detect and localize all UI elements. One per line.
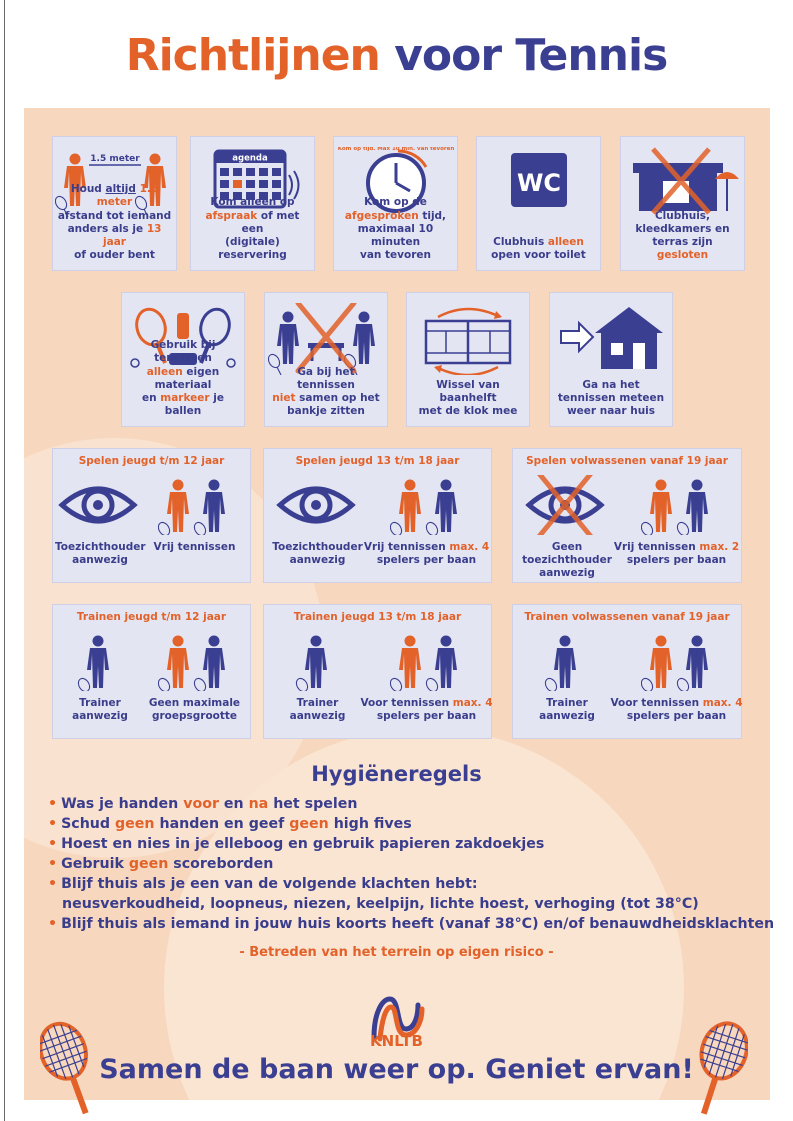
caption-text: Trainer — [546, 697, 588, 709]
card-caption — [195, 196, 310, 262]
trainer-icon — [513, 631, 617, 691]
hygiene-text: Blijf thuis als iemand in jouw huis koorts heeft (vanaf 38°C) en/of benauwdheidsklachten — [61, 916, 775, 932]
caption-line — [338, 223, 453, 249]
wc-icon — [477, 147, 600, 219]
hygiene-text: het spelen — [268, 796, 358, 812]
caption-text: bankje zitten — [287, 404, 365, 417]
caption-line — [338, 210, 453, 223]
hygiene-item — [48, 794, 768, 814]
caption-text: Clubhuis, — [654, 209, 711, 222]
card-heading: Trainen volwassenen vanaf 19 jaar — [524, 611, 730, 623]
caption-line — [338, 196, 453, 209]
hygiene-item — [48, 874, 768, 894]
caption-text: max. 2 — [699, 541, 740, 553]
supervision-eye-icon — [53, 475, 143, 535]
caption-line — [610, 554, 743, 567]
supervision-eye-icon — [264, 475, 367, 535]
caption-text: terras zijn — [652, 235, 713, 248]
left-caption — [266, 697, 369, 723]
hygiene-text: geen — [115, 816, 155, 832]
caption-line — [195, 210, 310, 236]
racket-left-icon — [40, 1020, 100, 1120]
caption-line — [137, 710, 252, 723]
hygiene-item — [48, 814, 768, 834]
caption-text: Geen maximale — [148, 697, 241, 709]
caption-line — [126, 339, 240, 365]
caption-text: afgesproken — [344, 209, 419, 222]
guideline-card — [121, 292, 245, 427]
caption-line — [360, 710, 493, 723]
caption-line — [338, 249, 453, 262]
left-caption — [55, 541, 145, 567]
caption-line — [55, 541, 145, 554]
caption-text: Vrij tennissen — [363, 541, 450, 553]
caption-line — [515, 567, 619, 580]
caption-line — [57, 210, 172, 223]
caption-text: max. 4 — [452, 697, 493, 709]
caption-line — [266, 710, 369, 723]
caption-line — [360, 554, 493, 567]
caption-line — [610, 697, 743, 710]
caption-text: Toezichthouder — [55, 541, 146, 553]
right-caption — [360, 697, 493, 723]
caption-text: eigen materiaal — [154, 365, 220, 391]
bullet: • — [48, 876, 58, 892]
caption-text: 1.5 meter — [96, 183, 159, 209]
supervision-eye-icon — [513, 475, 617, 535]
caption-line — [625, 236, 740, 262]
trainer-icon — [264, 631, 367, 691]
hygiene-text: high fives — [328, 816, 412, 832]
guideline-card — [52, 136, 177, 271]
card-caption — [269, 366, 383, 419]
caption-text: gesloten — [656, 248, 709, 261]
caption-text: je ballen — [164, 391, 224, 417]
caption-line — [126, 366, 240, 392]
no-bench-icon — [265, 303, 387, 375]
caption-line — [269, 405, 383, 418]
bullet: • — [48, 796, 58, 812]
hygiene-text: scoreborden — [168, 856, 274, 872]
caption-text: max. 4 — [702, 697, 743, 709]
caption-line — [515, 697, 619, 710]
caption-line — [137, 697, 252, 710]
caption-text: alleen — [146, 365, 183, 378]
players-icon — [143, 631, 252, 691]
play-card — [52, 448, 251, 583]
caption-line — [55, 710, 145, 723]
card-heading: Trainen jeugd t/m 12 jaar — [76, 611, 227, 623]
caption-text: spelers per baan — [376, 710, 477, 723]
guideline-card — [620, 136, 745, 271]
hygiene-list — [48, 794, 775, 934]
train-card — [512, 604, 742, 739]
knltb-logo-text: KNLTB — [370, 1032, 423, 1050]
caption-text: alleen — [547, 235, 584, 248]
risk-notice: - Betreden van het terrein op eigen risico - — [239, 945, 554, 960]
caption-text: van tevoren — [359, 248, 432, 261]
caption-text: maximaal 10 minuten — [357, 222, 434, 248]
bullet: • — [48, 916, 58, 932]
card-heading: Trainen jeugd 13 t/m 18 jaar — [293, 611, 462, 623]
right-caption — [137, 697, 252, 723]
caption-line — [610, 541, 743, 554]
left-caption — [55, 697, 145, 723]
right-caption — [360, 541, 493, 567]
svg-text:Kom op tijd. Max 10 min. van t: Kom op tijd. Max 10 min. van tevoren — [337, 147, 454, 152]
hygiene-text: geen — [128, 856, 169, 872]
guideline-card — [549, 292, 673, 427]
right-caption — [610, 541, 743, 567]
caption-text: tennissen meteen — [557, 391, 665, 404]
caption-text: Kom alleen op — [210, 196, 295, 209]
caption-text: altijd — [105, 183, 136, 196]
hygiene-text: Schud — [61, 816, 116, 832]
trainer-icon — [53, 631, 143, 691]
card-caption — [625, 210, 740, 263]
caption-text: Houd — [70, 183, 106, 196]
caption-text: aanwezig — [539, 710, 595, 723]
play-card — [512, 448, 742, 583]
racket-right-icon — [688, 1020, 748, 1120]
caption-line — [625, 223, 740, 236]
caption-text: Toezichthouder — [272, 541, 363, 553]
caption-text: aanwezig — [72, 710, 128, 723]
caption-text: spelers per baan — [626, 554, 727, 567]
caption-text: markeer — [160, 391, 210, 404]
train-card — [52, 604, 251, 739]
caption-line — [55, 554, 145, 567]
caption-line — [360, 697, 493, 710]
caption-line — [137, 541, 252, 554]
caption-text: en — [142, 391, 161, 404]
caption-text: weer naar huis — [566, 404, 656, 417]
caption-text: Wissel van baanhelft — [436, 378, 500, 404]
hygiene-text: voor — [183, 796, 219, 812]
train-card — [263, 604, 492, 739]
caption-line — [411, 379, 525, 405]
players-icon — [143, 475, 252, 535]
caption-text: Ga na het — [582, 378, 640, 391]
guideline-card — [333, 136, 458, 271]
clubhouse-closed-icon — [621, 147, 744, 219]
svg-text:WC: WC — [516, 169, 561, 197]
caption-text: tijd, — [418, 209, 447, 222]
bullet: • — [48, 856, 58, 872]
card-caption — [481, 236, 596, 262]
caption-text: samen op het — [295, 391, 380, 404]
caption-line — [269, 366, 383, 392]
hygiene-text: neusverkoudheid, loopneus, niezen, keelpijn, lichte hoest, verhoging (tot 38°C) — [62, 896, 699, 912]
bullet: • — [48, 836, 58, 852]
guideline-card — [264, 292, 388, 427]
caption-text: aanwezig — [72, 554, 128, 567]
caption-text: spelers per baan — [376, 554, 477, 567]
caption-line — [481, 236, 596, 249]
hygiene-text: handen en geef — [154, 816, 290, 832]
guideline-card — [476, 136, 601, 271]
caption-text: aanwezig — [289, 710, 346, 723]
players-icon — [617, 631, 744, 691]
caption-text: of met een — [241, 209, 300, 235]
caption-text: aanwezig — [539, 567, 595, 580]
caption-text: Kom op de — [364, 196, 427, 209]
caption-text: Voor tennissen — [360, 697, 453, 709]
hygiene-text: Hoest en nies in je elleboog en gebruik papieren zakdoekjes — [61, 836, 545, 852]
card-heading: Spelen volwassenen vanaf 19 jaar — [526, 455, 728, 467]
hygiene-title: Hygiëneregels — [311, 762, 482, 786]
caption-line — [126, 392, 240, 418]
slogan: Samen de baan weer op. Geniet ervan! — [99, 1054, 694, 1085]
left-caption — [515, 697, 619, 723]
right-caption — [137, 541, 252, 554]
caption-text: max. 4 — [449, 541, 490, 553]
caption-line — [554, 405, 668, 418]
guideline-card — [190, 136, 315, 271]
caption-line — [57, 223, 172, 249]
card-caption — [411, 379, 525, 418]
caption-line — [515, 710, 619, 723]
caption-text: Trainer — [296, 697, 339, 709]
players-icon — [367, 631, 493, 691]
caption-line — [515, 554, 619, 567]
hygiene-item — [48, 914, 775, 934]
play-card — [263, 448, 492, 583]
hygiene-text: Was je handen — [61, 796, 184, 812]
card-caption — [126, 339, 240, 418]
caption-line — [481, 249, 596, 262]
guideline-card — [406, 292, 530, 427]
card-caption — [554, 379, 668, 418]
caption-line — [610, 710, 743, 723]
caption-text: spelers per baan — [626, 710, 727, 723]
right-caption — [610, 697, 743, 723]
caption-line — [266, 541, 369, 554]
caption-line — [266, 697, 369, 710]
caption-text: met de klok mee — [418, 404, 518, 417]
caption-text: Trainer — [79, 697, 121, 709]
hygiene-item — [48, 894, 768, 914]
caption-text: niet — [272, 391, 296, 404]
left-caption — [515, 541, 619, 580]
caption-text: toezichthouder — [522, 554, 612, 567]
caption-line — [625, 210, 740, 223]
svg-text:agenda: agenda — [231, 153, 268, 164]
card-caption — [57, 183, 172, 262]
page-title: Richtlijnen voor Tennis — [125, 30, 668, 81]
caption-text: aanwezig — [289, 554, 346, 567]
caption-text: Vrij tennissen — [153, 541, 236, 553]
caption-line — [195, 196, 310, 209]
caption-line — [195, 236, 310, 262]
caption-text: afspraak — [205, 209, 258, 222]
players-icon — [367, 475, 493, 535]
hygiene-text: Gebruik — [61, 856, 129, 872]
card-heading: Spelen jeugd t/m 12 jaar — [78, 455, 225, 467]
caption-text: Vrij tennissen — [613, 541, 700, 553]
caption-line — [55, 697, 145, 710]
caption-text: Gebruik bij tennissen — [150, 339, 216, 365]
caption-text: Ga bij het tennissen — [297, 365, 355, 391]
caption-line — [360, 541, 493, 554]
caption-line — [554, 379, 668, 392]
go-home-icon — [550, 303, 672, 375]
court-rotate-icon — [407, 303, 529, 375]
hygiene-item — [48, 834, 768, 854]
card-caption — [338, 196, 453, 262]
hygiene-item — [48, 854, 768, 874]
caption-line — [515, 541, 619, 554]
caption-line — [57, 183, 172, 209]
left-caption — [266, 541, 369, 567]
bullet: • — [48, 816, 58, 832]
caption-text: Clubhuis — [493, 235, 548, 248]
caption-text: groepsgrootte — [151, 710, 238, 723]
hygiene-text: na — [248, 796, 269, 812]
caption-line — [269, 392, 383, 405]
caption-text: Voor tennissen — [610, 697, 703, 709]
caption-text: open voor toilet — [491, 248, 586, 261]
card-heading: Spelen jeugd 13 t/m 18 jaar — [295, 455, 460, 467]
caption-text: Geen — [551, 541, 583, 553]
hygiene-text: Blijf thuis als je een van de volgende klachten hebt: — [61, 876, 478, 892]
players-icon — [617, 475, 744, 535]
caption-line — [411, 405, 525, 418]
caption-text: kleedkamers en — [635, 222, 730, 235]
caption-text: anders als je — [67, 222, 147, 235]
svg-text:1.5 meter: 1.5 meter — [89, 154, 140, 164]
caption-text: of ouder bent — [74, 248, 155, 261]
caption-line — [57, 249, 172, 262]
hygiene-text: geen — [289, 816, 329, 832]
hygiene-text: en — [218, 796, 249, 812]
caption-text: 13 jaar — [103, 222, 162, 248]
caption-line — [554, 392, 668, 405]
caption-line — [266, 554, 369, 567]
caption-text: (digitale) reservering — [218, 235, 287, 261]
caption-text: afstand tot iemand — [57, 209, 172, 222]
